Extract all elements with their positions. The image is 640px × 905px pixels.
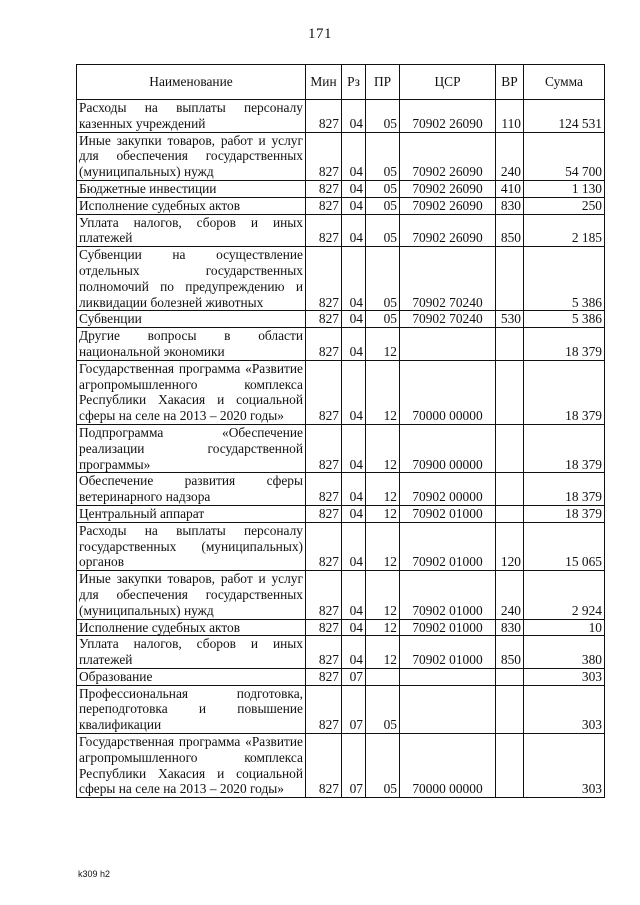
cell-name: Исполнение судебных актов (77, 619, 306, 636)
cell-min: 827 (306, 328, 342, 361)
cell-csr: 70902 70240 (400, 247, 496, 311)
cell-vr (496, 505, 524, 522)
table-row (77, 734, 605, 798)
cell-sum: 2 924 (524, 571, 605, 619)
cell-vr: 850 (496, 214, 524, 247)
cell-min: 827 (306, 311, 342, 328)
cell-csr: 70902 26090 (400, 180, 496, 197)
cell-pr: 05 (366, 100, 400, 133)
header-sum: Сумма (524, 65, 605, 100)
cell-vr: 530 (496, 311, 524, 328)
cell-sum: 54 700 (524, 132, 605, 180)
cell-min: 827 (306, 473, 342, 506)
cell-csr: 70000 00000 (400, 734, 496, 798)
cell-rz: 04 (342, 132, 366, 180)
table-row (77, 100, 605, 133)
cell-csr: 70900 00000 (400, 424, 496, 472)
cell-csr: 70902 26090 (400, 214, 496, 247)
cell-pr (366, 668, 400, 685)
cell-sum: 2 185 (524, 214, 605, 247)
cell-pr: 12 (366, 424, 400, 472)
cell-pr: 12 (366, 636, 400, 669)
table-row (77, 619, 605, 636)
cell-pr: 05 (366, 734, 400, 798)
cell-min: 827 (306, 247, 342, 311)
table-row (77, 424, 605, 472)
cell-vr (496, 473, 524, 506)
cell-sum: 18 379 (524, 424, 605, 472)
table-row (77, 180, 605, 197)
footer-code: k309 h2 (78, 869, 111, 879)
table-row (77, 636, 605, 669)
cell-sum: 124 531 (524, 100, 605, 133)
cell-vr (496, 424, 524, 472)
cell-min: 827 (306, 619, 342, 636)
cell-name: Бюджетные инвестиции (77, 180, 306, 197)
cell-name: Расходы на выплаты персоналу казенных учреждений (77, 100, 306, 133)
cell-pr: 12 (366, 619, 400, 636)
cell-vr: 830 (496, 619, 524, 636)
cell-pr: 12 (366, 360, 400, 424)
cell-name: Расходы на выплаты персоналу государственных (муниципальных) органов (77, 522, 306, 570)
cell-rz: 04 (342, 505, 366, 522)
page-number: 171 (308, 26, 332, 42)
table-body (77, 100, 605, 798)
cell-name: Уплата налогов, сборов и иных платежей (77, 636, 306, 669)
cell-name: Иные закупки товаров, работ и услуг для обеспечения государственных (муниципальных) нужд (77, 571, 306, 619)
table-row (77, 247, 605, 311)
cell-name: Субвенции на осуществление отдельных государственных полномочий по предупреждению и ликвидации болезней животных (77, 247, 306, 311)
table-row (77, 132, 605, 180)
cell-csr: 70902 00000 (400, 473, 496, 506)
cell-vr: 850 (496, 636, 524, 669)
cell-rz: 04 (342, 197, 366, 214)
cell-pr: 05 (366, 247, 400, 311)
cell-sum: 380 (524, 636, 605, 669)
table-row (77, 668, 605, 685)
cell-min: 827 (306, 522, 342, 570)
cell-vr: 830 (496, 197, 524, 214)
cell-pr: 05 (366, 197, 400, 214)
cell-name: Субвенции (77, 311, 306, 328)
header-name: Наименование (77, 65, 306, 100)
cell-csr: 70902 01000 (400, 505, 496, 522)
cell-sum: 5 386 (524, 311, 605, 328)
cell-rz: 04 (342, 180, 366, 197)
cell-rz: 04 (342, 571, 366, 619)
table-row (77, 214, 605, 247)
cell-name: Другие вопросы в области национальной экономики (77, 328, 306, 361)
header-rz: Рз (342, 65, 366, 100)
cell-min: 827 (306, 636, 342, 669)
cell-name: Исполнение судебных актов (77, 197, 306, 214)
cell-rz: 04 (342, 311, 366, 328)
cell-csr (400, 328, 496, 361)
cell-csr: 70902 26090 (400, 132, 496, 180)
cell-rz: 04 (342, 636, 366, 669)
cell-pr: 05 (366, 132, 400, 180)
cell-vr (496, 328, 524, 361)
cell-rz: 04 (342, 100, 366, 133)
cell-sum: 303 (524, 668, 605, 685)
cell-csr: 70902 01000 (400, 571, 496, 619)
table-row (77, 197, 605, 214)
cell-csr: 70902 01000 (400, 636, 496, 669)
cell-name: Центральный аппарат (77, 505, 306, 522)
cell-vr (496, 247, 524, 311)
cell-sum: 18 379 (524, 328, 605, 361)
cell-sum: 15 065 (524, 522, 605, 570)
cell-min: 827 (306, 571, 342, 619)
table-row (77, 685, 605, 733)
cell-min: 827 (306, 734, 342, 798)
header-vr: ВР (496, 65, 524, 100)
table-row (77, 328, 605, 361)
cell-rz: 04 (342, 328, 366, 361)
cell-name: Государственная программа «Развитие агропромышленного комплекса Республики Хакасия и социальной сферы на селе на 2013 – 2020 годы» (77, 360, 306, 424)
cell-vr (496, 668, 524, 685)
cell-pr: 05 (366, 214, 400, 247)
cell-pr: 05 (366, 180, 400, 197)
table-row (77, 571, 605, 619)
cell-name: Уплата налогов, сборов и иных платежей (77, 214, 306, 247)
table-row (77, 473, 605, 506)
cell-min: 827 (306, 668, 342, 685)
cell-rz: 04 (342, 619, 366, 636)
cell-sum: 18 379 (524, 473, 605, 506)
cell-csr: 70902 01000 (400, 522, 496, 570)
cell-sum: 18 379 (524, 505, 605, 522)
cell-rz: 04 (342, 214, 366, 247)
cell-rz: 04 (342, 522, 366, 570)
table-row (77, 522, 605, 570)
cell-name: Иные закупки товаров, работ и услуг для обеспечения государственных (муниципальных) нужд (77, 132, 306, 180)
cell-vr: 110 (496, 100, 524, 133)
cell-csr: 70902 01000 (400, 619, 496, 636)
cell-csr (400, 668, 496, 685)
cell-min: 827 (306, 505, 342, 522)
cell-pr: 12 (366, 505, 400, 522)
cell-sum: 250 (524, 197, 605, 214)
budget-table (76, 64, 605, 798)
cell-vr (496, 734, 524, 798)
cell-rz: 07 (342, 668, 366, 685)
cell-name: Обеспечение развития сферы ветеринарного надзора (77, 473, 306, 506)
table-row (77, 311, 605, 328)
cell-vr: 240 (496, 571, 524, 619)
cell-rz: 04 (342, 473, 366, 506)
table-row (77, 505, 605, 522)
table-row (77, 360, 605, 424)
cell-min: 827 (306, 214, 342, 247)
cell-pr: 05 (366, 685, 400, 733)
cell-sum: 10 (524, 619, 605, 636)
cell-pr: 12 (366, 522, 400, 570)
cell-csr: 70902 70240 (400, 311, 496, 328)
cell-pr: 05 (366, 311, 400, 328)
cell-csr: 70902 26090 (400, 197, 496, 214)
cell-vr (496, 685, 524, 733)
cell-min: 827 (306, 100, 342, 133)
cell-pr: 12 (366, 328, 400, 361)
cell-csr: 70902 26090 (400, 100, 496, 133)
cell-sum: 303 (524, 685, 605, 733)
cell-rz: 07 (342, 734, 366, 798)
cell-rz: 04 (342, 247, 366, 311)
cell-sum: 1 130 (524, 180, 605, 197)
header-pr: ПР (366, 65, 400, 100)
cell-sum: 303 (524, 734, 605, 798)
cell-name: Государственная программа «Развитие агропромышленного комплекса Республики Хакасия и социальной сферы на селе на 2013 – 2020 годы» (77, 734, 306, 798)
cell-name: Образование (77, 668, 306, 685)
cell-csr: 70000 00000 (400, 360, 496, 424)
cell-pr: 12 (366, 571, 400, 619)
cell-name: Профессиональная подготовка, переподготовка и повышение квалификации (77, 685, 306, 733)
cell-csr (400, 685, 496, 733)
cell-name: Подпрограмма «Обеспечение реализации государственной программы» (77, 424, 306, 472)
cell-sum: 5 386 (524, 247, 605, 311)
table-header-row (77, 65, 605, 100)
cell-vr: 120 (496, 522, 524, 570)
cell-vr: 240 (496, 132, 524, 180)
cell-rz: 07 (342, 685, 366, 733)
cell-min: 827 (306, 197, 342, 214)
cell-vr: 410 (496, 180, 524, 197)
cell-rz: 04 (342, 360, 366, 424)
cell-min: 827 (306, 132, 342, 180)
cell-rz: 04 (342, 424, 366, 472)
header-csr: ЦСР (400, 65, 496, 100)
cell-min: 827 (306, 360, 342, 424)
cell-vr (496, 360, 524, 424)
cell-sum: 18 379 (524, 360, 605, 424)
header-min: Мин (306, 65, 342, 100)
cell-min: 827 (306, 180, 342, 197)
cell-min: 827 (306, 424, 342, 472)
cell-pr: 12 (366, 473, 400, 506)
cell-min: 827 (306, 685, 342, 733)
